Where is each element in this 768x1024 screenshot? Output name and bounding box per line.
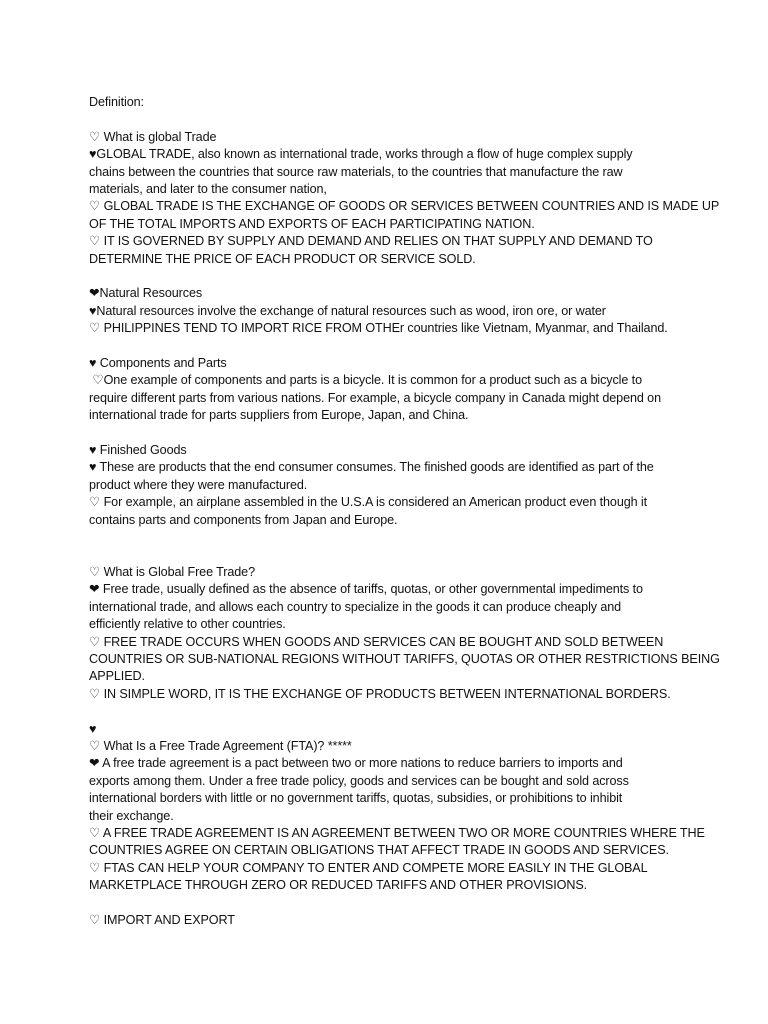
spacer	[89, 268, 689, 285]
section-heading: ♡ IMPORT AND EXPORT	[89, 912, 235, 927]
document-body	[89, 94, 720, 929]
section-heading: ♥ Components and Parts	[89, 356, 227, 371]
spacer	[89, 529, 689, 564]
section-heading: ♡ What Is a Free Trade Agreement (FTA)? *****	[89, 738, 352, 753]
paragraph-line: ♡ PHILIPPINES TEND TO IMPORT RICE FROM OTHEr countries like Vietnam, Myanmar, and Thailand.	[89, 321, 668, 336]
spacer	[89, 338, 689, 355]
paragraph-line: ♡ GLOBAL TRADE IS THE EXCHANGE OF GOODS OR SERVICES BETWEEN COUNTRIES AND IS MADE UP	[89, 199, 720, 214]
paragraph-line: international borders with little or no government tariffs, quotas, subsidies, or prohibitions to inhibit	[89, 791, 623, 806]
section-components-and-parts	[89, 355, 689, 425]
paragraph-line: MARKETPLACE THROUGH ZERO OR REDUCED TARIFFS AND OTHER PROVISIONS.	[89, 878, 588, 893]
section-free-trade-agreement	[89, 721, 705, 895]
paragraph-line: product where they were manufactured.	[89, 477, 308, 492]
paragraph-line: ♥Natural resources involve the exchange of natural resources such as wood, iron ore, or water	[89, 303, 606, 318]
paragraph-line: OF THE TOTAL IMPORTS AND EXPORTS OF EACH PARTICIPATING NATION.	[89, 216, 535, 231]
paragraph-line: ♡ IN SIMPLE WORD, IT IS THE EXCHANGE OF PRODUCTS BETWEEN INTERNATIONAL BORDERS.	[89, 686, 671, 701]
paragraph-line: their exchange.	[89, 808, 174, 823]
paragraph-line: DETERMINE THE PRICE OF EACH PRODUCT OR SERVICE SOLD.	[89, 251, 476, 266]
section-heading: ❤Natural Resources	[89, 286, 203, 301]
spacer	[89, 425, 689, 442]
paragraph-line: exports among them. Under a free trade policy, goods and services can be bought and sold across	[89, 773, 629, 788]
paragraph-line: ❤ Free trade, usually defined as the absence of tariffs, quotas, or other governmental impediments to	[89, 582, 643, 597]
paragraph-line: ♥ These are products that the end consumer consumes. The finished goods are identified as part of the	[89, 460, 654, 475]
paragraph-line: ♥GLOBAL TRADE, also known as international trade, works through a flow of huge complex supply	[89, 147, 633, 162]
heart-icon: ♥	[89, 721, 97, 736]
paragraph-line: ♡ A FREE TRADE AGREEMENT IS AN AGREEMENT BETWEEN TWO OR MORE COUNTRIES WHERE THE	[89, 825, 705, 840]
section-import-and-export	[89, 912, 689, 929]
section-heading: ♥ Finished Goods	[89, 443, 187, 458]
paragraph-line: ♡ FTAS CAN HELP YOUR COMPANY TO ENTER AND COMPETE MORE EASILY IN THE GLOBAL	[89, 860, 648, 875]
spacer	[89, 703, 689, 720]
paragraph-line: ♡ IT IS GOVERNED BY SUPPLY AND DEMAND AND RELIES ON THAT SUPPLY AND DEMAND TO	[89, 234, 653, 249]
paragraph-line: ♡One example of components and parts is a bicycle. It is common for a product such as a bicycle to	[89, 373, 642, 388]
paragraph-line: require different parts from various nations. For example, a bicycle company in Canada might depend on	[89, 390, 661, 405]
spacer	[89, 895, 689, 912]
paragraph-line: ❤ A free trade agreement is a pact between two or more nations to reduce barriers to imports and	[89, 756, 623, 771]
section-natural-resources	[89, 285, 689, 337]
section-finished-goods	[89, 442, 689, 529]
paragraph-line: materials, and later to the consumer nation,	[89, 182, 327, 197]
paragraph-line: COUNTRIES OR SUB-NATIONAL REGIONS WITHOUT TARIFFS, QUOTAS OR OTHER RESTRICTIONS BEING	[89, 651, 720, 666]
spacer	[89, 111, 689, 128]
section-global-trade	[89, 129, 720, 268]
section-heading: ♡ What is Global Free Trade?	[89, 564, 255, 579]
section-global-free-trade	[89, 564, 720, 703]
document-title: Definition:	[89, 95, 144, 109]
paragraph-line: contains parts and components from Japan and Europe.	[89, 512, 398, 527]
paragraph-line: ♡ For example, an airplane assembled in the U.S.A is considered an American product even though it	[89, 495, 648, 510]
paragraph-line: COUNTRIES AGREE ON CERTAIN OBLIGATIONS THAT AFFECT TRADE IN GOODS AND SERVICES.	[89, 843, 669, 858]
paragraph-line: chains between the countries that source raw materials, to the countries that manufacture the raw	[89, 164, 623, 179]
paragraph-line: international trade, and allows each country to specialize in the goods it can produce cheaply and	[89, 599, 622, 614]
paragraph-line: efficiently relative to other countries.	[89, 617, 286, 632]
paragraph-line: ♡ FREE TRADE OCCURS WHEN GOODS AND SERVICES CAN BE BOUGHT AND SOLD BETWEEN	[89, 634, 664, 649]
section-heading: ♡ What is global Trade	[89, 129, 217, 144]
paragraph-line: international trade for parts suppliers from Europe, Japan, and China.	[89, 408, 469, 423]
paragraph-line: APPLIED.	[89, 669, 145, 684]
